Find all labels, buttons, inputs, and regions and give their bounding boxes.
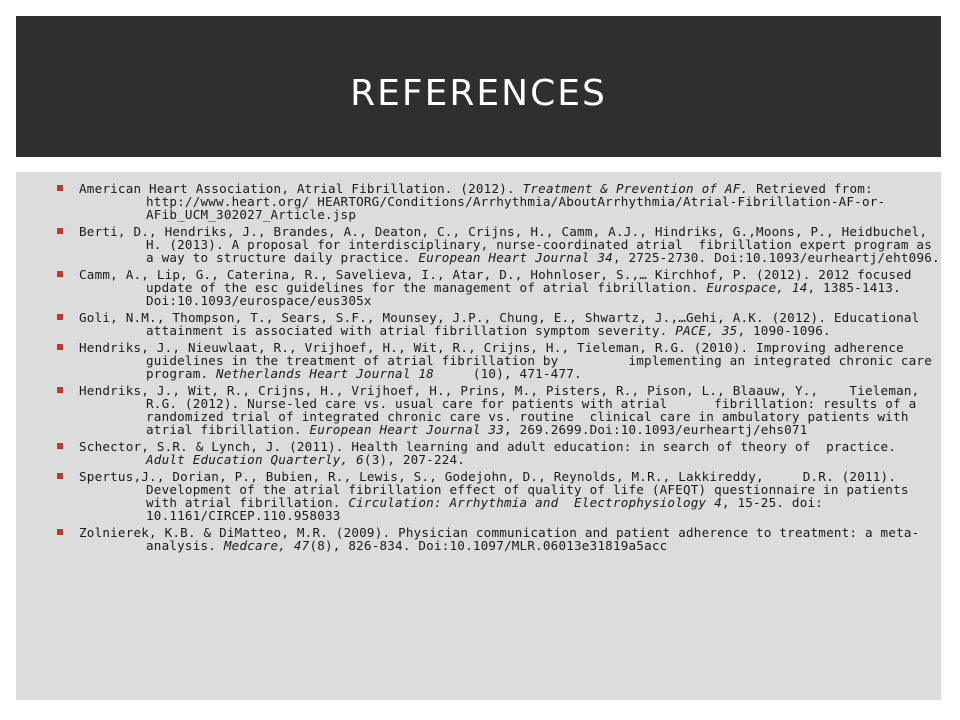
reference-text: Hendriks, J., Nieuwlaat, R., Vrijhoef, H., Wit, R., Crijns, H., Tieleman, R.G. (2010). Improving adherence guidelines in the treatment of atrial fibrillation by implementing an integrated chronic care program.	[79, 340, 940, 381]
reference-details: , 1090-1096.	[737, 323, 831, 338]
reference-details: , 269.2699.Doi:10.1093/eurheartj/ehs071	[504, 422, 808, 437]
slide-title: REFERENCES	[350, 73, 607, 114]
header-bar	[16, 16, 941, 157]
reference-item	[16, 268, 941, 307]
reference-details: , 2725-2730. Doi:10.1093/eurheartj/eht096.	[612, 250, 940, 265]
content-panel	[16, 172, 941, 700]
reference-details: Retrieved from: http://www.heart.org/ HEARTORG/Conditions/Arrhythmia/AboutArrhythmia/Atrial-Fibrillation-AF-or-AFib_UCM_302027_Article.jsp	[146, 181, 886, 222]
reference-item	[16, 440, 941, 466]
reference-source: Eurospace, 14	[706, 280, 808, 295]
reference-source: European Heart Journal 34	[418, 250, 613, 265]
reference-text: Camm, A., Lip, G., Caterina, R., Savelieva, I., Atar, D., Hohnloser, S.,… Kirchhof, P. (2012). 2012 focused update of the esc guidelines for the management of atrial fibrillation.	[79, 267, 920, 295]
reference-source: Circulation: Arrhythmia and Electrophysiology 4	[348, 495, 722, 510]
reference-source: PACE, 35	[675, 323, 738, 338]
reference-text: Spertus,J., Dorian, P., Bubien, R., Lewis, S., Godejohn, D., Reynolds, M.R., Lakkireddy, D.R. (2011). Development of the atrial fibrillation effect of quality of life (AFEQT) questionnaire in patients with atrial fibrillation.	[79, 469, 917, 510]
reference-list	[16, 172, 941, 552]
reference-item	[16, 526, 941, 552]
reference-details: , 1385-1413. Doi:10.1093/eurospace/eus305x	[146, 280, 909, 308]
reference-text: Goli, N.M., Thompson, T., Sears, S.F., Mounsey, J.P., Chung, E., Shwartz, J.,…Gehi, A.K. (2012). Educational attainment is associated with atrial fibrillation symptom severity.	[79, 310, 928, 338]
reference-source: Treatment & Prevention of AF.	[522, 181, 749, 196]
bullet-icon	[57, 271, 63, 277]
reference-text: American Heart Association, Atrial Fibrillation. (2012).	[79, 181, 523, 196]
bullet-icon	[57, 443, 63, 449]
reference-text: Berti, D., Hendriks, J., Brandes, A., Deaton, C., Crijns, H., Camm, A.J., Hindriks, G.,Moons, P., Heidbuchel, H. (2013). A proposal for interdisciplinary, nurse-coordinated atrial fibrillation expert program as a way to structure daily practice.	[79, 224, 940, 265]
reference-details: (8), 826-834. Doi:10.1097/MLR.06013e31819a5acc	[309, 538, 668, 553]
reference-item	[16, 311, 941, 337]
bullet-icon	[57, 473, 63, 479]
reference-text: Schector, S.R. & Lynch, J. (2011). Health learning and adult education: in search of theory of practice.	[79, 439, 904, 454]
reference-text: Hendriks, J., Wit, R., Crijns, H., Vrijhoef, H., Prins, M., Pisters, R., Pison, L., Blaauw, Y., Tieleman, R.G. (2012). Nurse-led care vs. usual care for patients with atrial fibrillation: results of a randomized trial of integrated chronic care vs. routine clinical care in ambulatory patients with atrial fibrillation.	[79, 383, 928, 437]
reference-item	[16, 225, 941, 264]
reference-source: Adult Education Quarterly, 6	[146, 452, 364, 467]
bullet-icon	[57, 344, 63, 350]
reference-item	[16, 341, 941, 380]
bullet-icon	[57, 314, 63, 320]
reference-source: Netherlands Heart Journal 18	[216, 366, 434, 381]
reference-details: (3), 207-224.	[363, 452, 466, 467]
bullet-icon	[57, 529, 63, 535]
bullet-icon	[57, 387, 63, 393]
reference-item	[16, 384, 941, 436]
reference-item	[16, 182, 941, 221]
reference-item	[16, 470, 941, 522]
reference-details: , 15-25. doi: 10.1161/CIRCEP.110.958033	[146, 495, 831, 523]
bullet-icon	[57, 228, 63, 234]
reference-text: Zolnierek, K.B. & DiMatteo, M.R. (2009). Physician communication and patient adherence to treatment: a meta-analysis.	[79, 525, 920, 553]
reference-source: European Heart Journal 33	[309, 422, 504, 437]
reference-details: (10), 471-477.	[433, 366, 582, 381]
reference-source: Medcare, 47	[223, 538, 310, 553]
bullet-icon	[57, 185, 63, 191]
